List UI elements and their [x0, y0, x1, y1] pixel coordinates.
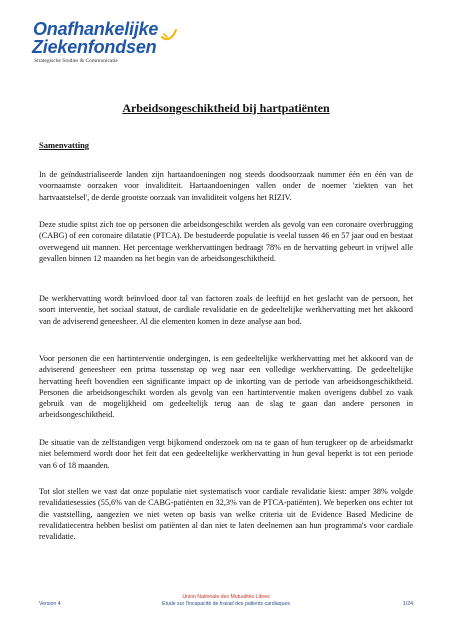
paragraph-4: Voor personen die een hartinterventie ondergingen, is een gedeeltelijke werkhervatting met het akkoord van de adviserend geneesheer een prima tussenstap op weg naar een volledige werkhervatting. De gedeeltelijke hervatting heeft bovendien een significante impact op de inkorting van de periode van arbeidsongeschiktheid. Personen die arbeidsongeschikt worden als gevolg van een hartinterventie maken overigens dubbel zo vaak gebruik van de mogelijkheid om gedeeltelijk terug aan de slag te gaan dan andere personen in arbeidsongeschiktheid. [39, 354, 413, 420]
logo-subtitle: Strategische Studies & Communicatie [34, 58, 118, 64]
logo-line-2: Ziekenfondsen [32, 37, 157, 57]
footer-page-number: 1/24 [402, 601, 413, 607]
footer-organization: Union Nationale des Mutualités Libres [182, 594, 270, 600]
document-title: Arbeidsongeschiktheid bij hartpatiënten [122, 101, 330, 115]
paragraph-6: Tot slot stellen we vast dat onze populatie niet systematisch voor cardiale revalidatie kiest: amper 38% volgde revalidatiesessies (55,6% van de CABG-patiënten en 32,3% van de PTCA-patiënten). We beperken ons echter tot die vaststelling, aangezien we niet weten op basis van welke criteria uit de Evidence Based Medicine de revalidatiecentra hebben beslist om patiënten al dan niet te laten deelnemen aan hun programma's voor cardiale revalidatie. [39, 487, 413, 542]
footer-row [39, 601, 413, 609]
paragraph-2: Deze studie spitst zich toe op personen die arbeidsongeschikt werden als gevolg van een coronaire overbrugging (CABG) of een coronaire dilatatie (PTCA). De bestudeerde populatie is veelal tussen 46 en 57 jaar oud en bestaat overwegend uit mannen. Het percentage werkhervattingen bedraagt 78% en de hervatting gebeurt in vrijwel alle gevallen binnen 12 maanden na het begin van de arbeidsongeschiktheid. [39, 220, 413, 263]
paragraph-5: De situatie van de zelfstandigen vergt bijkomend onderzoek om na te gaan of hun terugkeer op de arbeidsmarkt niet belemmerd wordt door het feit dat een gedeeltelijke werkhervatting in hun geval beperkt is tot een periode van 6 of 18 maanden. [39, 438, 413, 470]
page-footer [39, 594, 413, 609]
logo-swoosh-icon [161, 28, 177, 42]
paragraph-3: De werkhervatting wordt beïnvloed door tal van factoren zoals de leeftijd en het geslacht van de persoon, het soort interventie, het sociaal statuut, de cardiale revalidatie en de gedeeltelijke werkhervatting met het akkoord van de adviserend geneesheer. Al die elementen komen in deze analyse aan bod. [39, 294, 413, 326]
footer-version: Version 4 [39, 601, 61, 607]
logo [33, 20, 158, 64]
section-heading-summary: Samenvatting [39, 140, 90, 150]
footer-study-title: Etude sur l'incapacité de travail des patients cardiaques [162, 601, 290, 607]
logo-line-1: Onafhankelijke [33, 19, 159, 39]
paragraph-1: In de geïndustrialiseerde landen zijn hartaandoeningen nog steeds doodsoorzaak nummer één en één van de voornaamste oorzaken voor invaliditeit. Hartaandoeningen vallen onder de noemer 'ziekten van het hartvaatstelsel', de derde grootste oorzaak van invaliditeit volgens het RIZIV. [39, 170, 413, 202]
